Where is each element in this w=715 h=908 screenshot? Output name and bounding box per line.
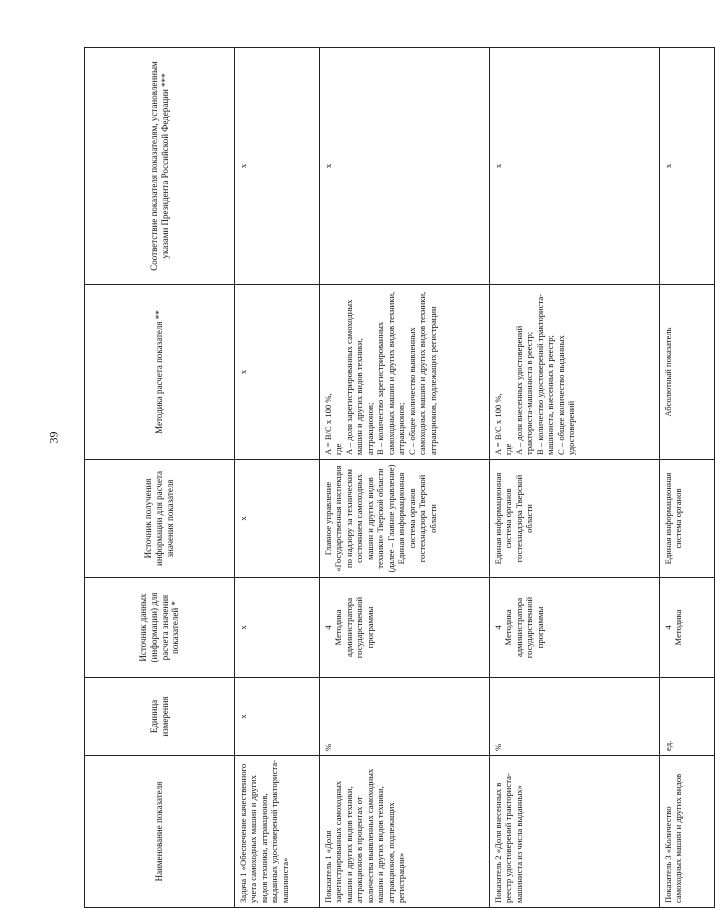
cell-compliance: х: [320, 48, 490, 285]
cell-unit: %: [320, 678, 490, 756]
table-row: [235, 48, 320, 908]
cell-data-source: 4 Методика администратора государственной программы: [490, 578, 660, 678]
header-calculation-method: Методика расчета показателя **: [85, 285, 235, 460]
cell-data-source: 4 Методика администратора государственной программы: [320, 578, 490, 678]
cell-method: х: [235, 285, 320, 460]
cell-name: Показатель 3 «Количество самоходных машин и других видов: [660, 756, 715, 908]
cell-compliance: х: [490, 48, 660, 285]
cell-unit: х: [235, 678, 320, 756]
header-unit: Единица измерения: [85, 678, 235, 756]
cell-info-source: Главное управление «Государственная инспекция по надзору за техническим состоянием самоходных машин и других видов техники» Тверской области (далее – Главное управление) Единая информационная система органов гостехнадзора Тверской области: [320, 460, 490, 578]
cell-info-source: х: [235, 460, 320, 578]
cell-method: A = B/C х 100 %, где A – доля зарегистрированных самоходных машин и других видов техники, аттракционов; B – количество зарегистрированных самоходных машин и других видов техники, аттракционов; C – общее количество выявленных самоходных машин и других видов техники, аттракционов, подлежащих регистрации: [320, 285, 490, 460]
table-row: [660, 48, 715, 908]
cell-compliance: х: [235, 48, 320, 285]
cell-name: Показатель 2 «Доля внесенных в реестр удостоверений тракториста-машиниста из числа выданных»: [490, 756, 660, 908]
header-presidential-compliance: Соответствие показателя показателям, установленным указами Президента Российской Федерации ***: [85, 48, 235, 285]
cell-data-source: 4 Методика: [660, 578, 715, 678]
cell-unit: %: [490, 678, 660, 756]
rotated-table-frame: [84, 48, 684, 908]
cell-info-source: Единая информационная система органов: [660, 460, 715, 578]
table-header-row: [85, 48, 235, 908]
indicators-table: [84, 47, 715, 908]
cell-data-source: х: [235, 578, 320, 678]
rotated-table-container: [84, 48, 684, 908]
table-row: [490, 48, 660, 908]
table-row: [320, 48, 490, 908]
cell-name: Показатель 1 «Доля зарегистрированных самоходных машин и других видов техники, аттракционов в процентах от количества выявленных самоходных машин и других видов техники, аттракционов, подлежащих регистрации»: [320, 756, 490, 908]
cell-name: Задача 1 «Обеспечение качественного учета самоходных машин и других видов техники, аттракционов, выданных удостоверений тракториста-машиниста»: [235, 756, 320, 908]
page-number: 39: [46, 431, 61, 444]
cell-compliance: х: [660, 48, 715, 285]
header-data-source: Источник данных (информации) для расчета значения показателей *: [85, 578, 235, 678]
cell-method: Абсолютный показатель: [660, 285, 715, 460]
cell-method: A = B/C х 100 %, где A – доля внесенных удостоверений тракториста-машиниста в реестр; B – количество удостоверений тракториста-машиниста, внесенных в реестр; C – общее количество выданных удостоверений: [490, 285, 660, 460]
cell-unit: ед.: [660, 678, 715, 756]
header-info-source: Источник получения информации для расчета значения показателя: [85, 460, 235, 578]
cell-info-source: Единая информационная система органов гостехнадзора Тверской области: [490, 460, 660, 578]
header-indicator-name: Наименование показателя: [85, 756, 235, 908]
